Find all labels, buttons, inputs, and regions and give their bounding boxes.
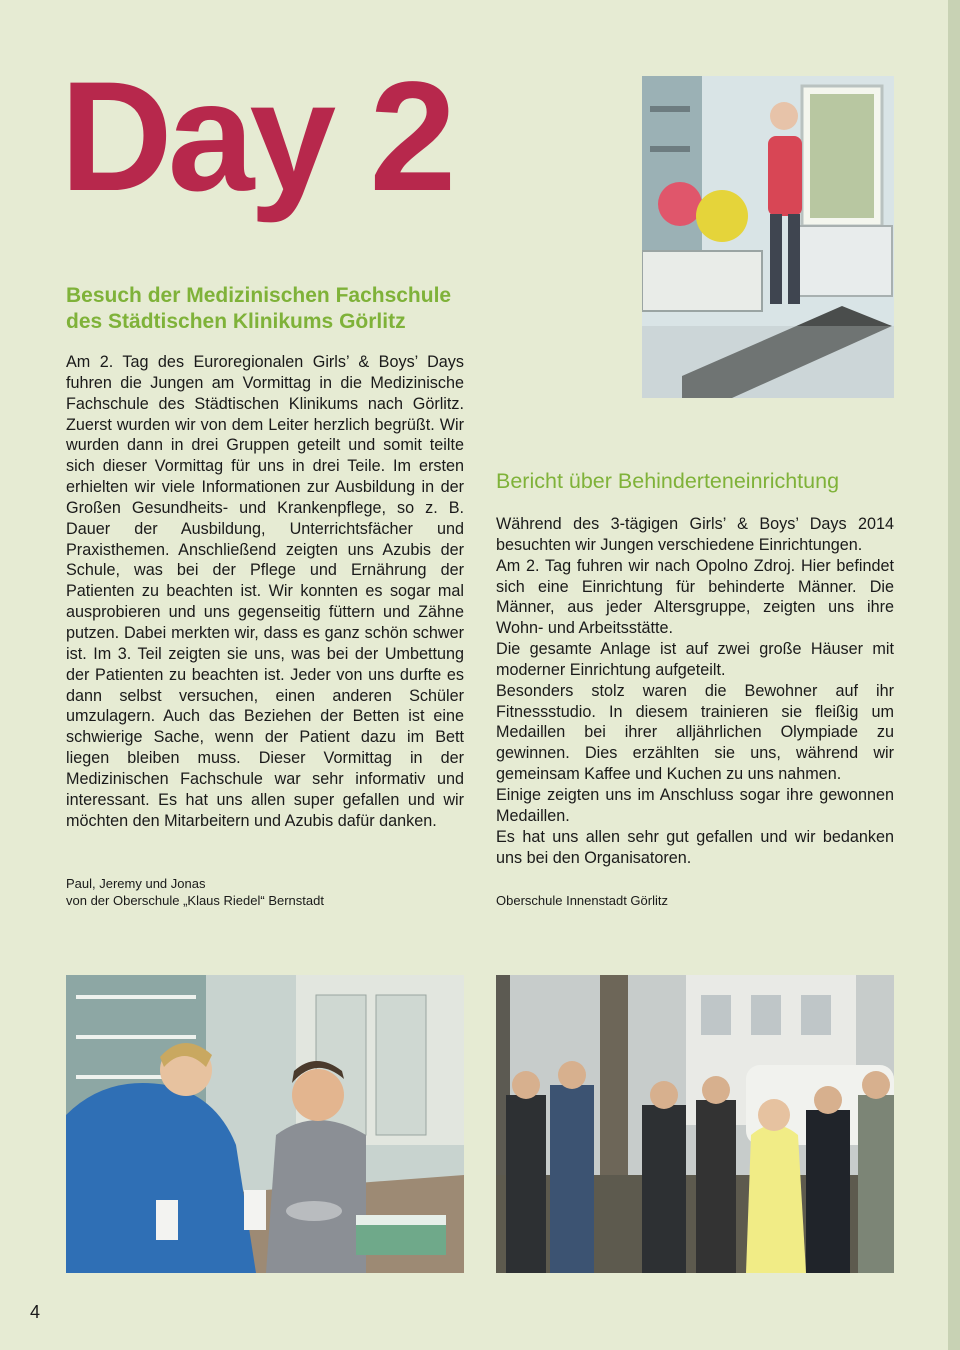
paragraph: Am 2. Tag fuhren wir nach Opolno Zdroj. Hier befindet sich eine Einrichtung für behinderte Männer. Die Männer, aus jeder Altersgruppe, zeigten uns ihre Wohn- und Arbeitsstätte. [496,556,894,638]
signature-left-school: von der Oberschule „Klaus Riedel“ Bernstadt [66,893,324,908]
paragraph: Während des 3-tägigen Girls’ & Boys’ Days 2014 besuchten wir Jungen verschiedene Einrichtungen. [496,515,894,554]
page-number: 4 [30,1302,41,1322]
photo-group-outdoors [496,975,894,1273]
article-body-medical-school: Am 2. Tag des Euroregionalen Girls’ & Boys’ Days fuhren die Jungen am Vormittag in die Medizinische Fachschule des Städtischen Klinikums nach Görlitz. Zuerst wurden wir von dem Leiter herzlich begrüßt. Wir wurden dann in drei Gruppen geteilt und somit teilte sich dieser Vormittag für uns in drei Teile. Im ersten erhielten wir viele Informationen zur Ausbildung in der Großen Gesundheits- und Krankenpflege, so z. B. Dauer der Ausbildung, Unterrichtsfächer und Praxisthemen. Anschließend zeigten uns Azubis der Schule, was bei der Pflege und Ernährung der Patienten zu beachten ist. Wir konnten es sogar mal ausprobieren und uns gegenseitig füttern und Zähne putzen. Dabei merkten wir, dass es ganz schön schwer ist. Im 3. Teil zeigten sie uns, was bei der Umbettung der Patienten zu beachten ist. Jeder von uns durfte es dann selbst versuchen, einen anderen Schüler umzulagern. Auch das Beziehen der Betten ist eine schwierige Sache, wenn der Patient dazu im Bett liegen bleiben muss. Dieser Vormittag in der Medizinischen Fachschule war sehr informativ und interessant. Es hat uns allen super gefallen und wir möchten den Mitarbeitern und Azubis dafür danken. [66,353,464,830]
signature-left [66,875,324,909]
paragraph: Besonders stolz waren die Bewohner auf ihr Fitnessstudio. In diesem trainieren sie fleißig um Medaillen bei ihrer alljährlichen Olympiade zu gewinnen. Dies erzählten sie uns, während wir gemeinsam Kaffee und Kuchen zu uns nahmen. [496,681,894,784]
article-heading-disability-facility: Bericht über Behinderteneinrichtung [496,469,840,493]
photo-feeding-exercise [66,975,464,1273]
paragraph: Es hat uns allen sehr gut gefallen und wir bedanken uns bei den Organisatoren. [496,827,894,867]
signature-right: Oberschule Innenstadt Görlitz [496,893,668,908]
paragraph: Einige zeigten uns im Anschluss sogar ihre gewonnen Medaillen. [496,785,894,825]
page-title: Day 2 [60,50,452,224]
signature-left-names: Paul, Jeremy und Jonas [66,876,206,891]
page-edge-strip [948,0,960,1350]
article-body-disability-facility [496,514,894,868]
photo-fitness-studio [642,76,894,398]
article-heading-medical-school: Besuch der Medizinischen Fachschule des Städtischen Klinikums Görlitz [66,284,452,333]
paragraph: Die gesamte Anlage ist auf zwei große Häuser mit moderner Einrichtung aufgeteilt. [496,640,894,679]
